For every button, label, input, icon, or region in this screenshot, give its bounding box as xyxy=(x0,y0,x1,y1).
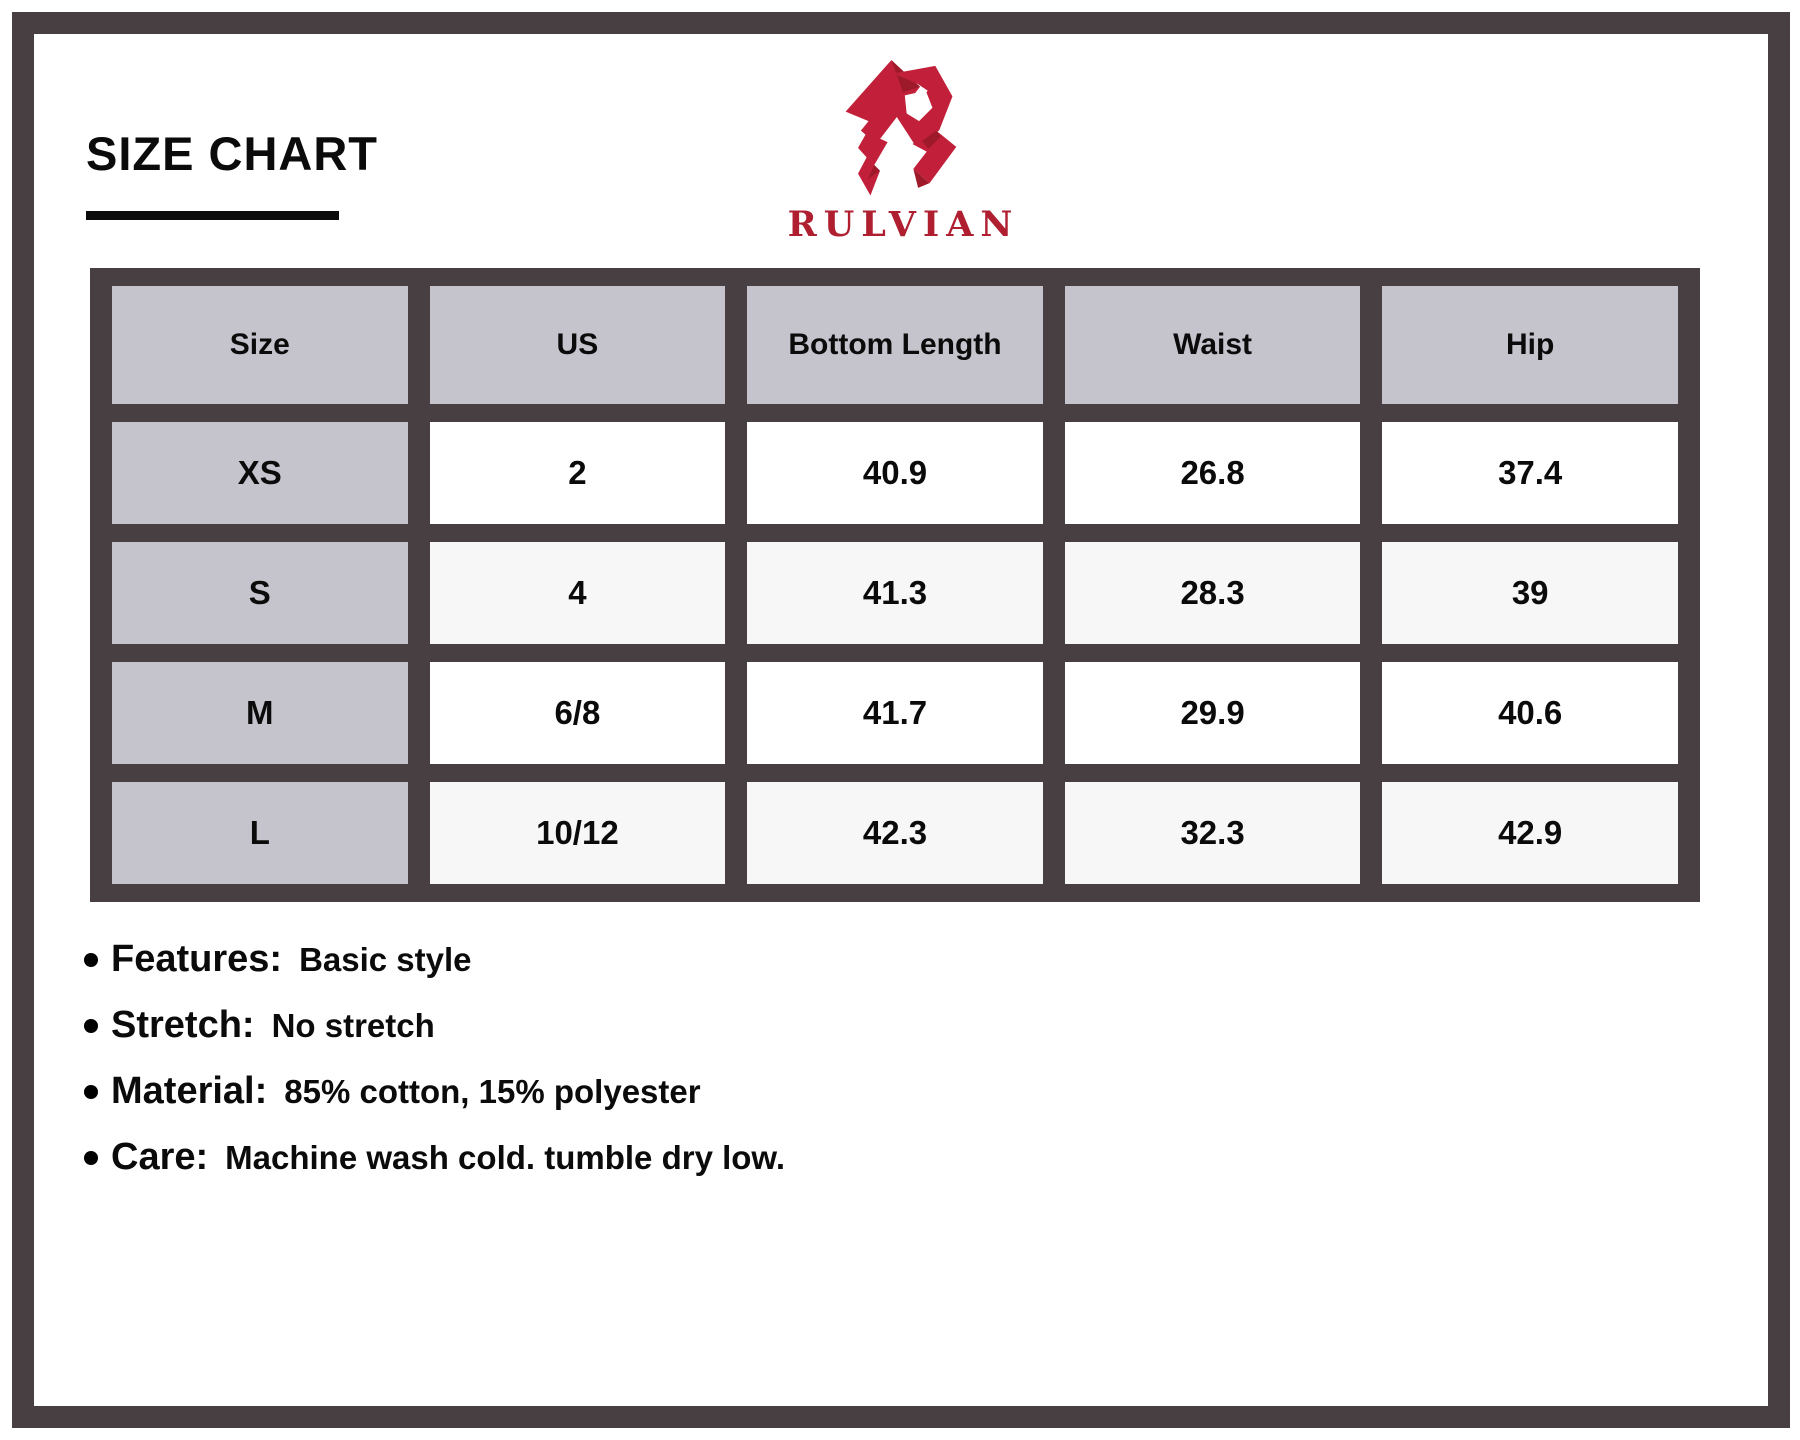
table-cell: 10/12 xyxy=(430,782,726,884)
detail-label: Material: xyxy=(111,1070,268,1112)
table-row-s xyxy=(112,542,1678,644)
detail-label: Stretch: xyxy=(111,1004,255,1046)
table-cell: 4 xyxy=(430,542,726,644)
table-cell: 29.9 xyxy=(1065,662,1361,764)
table-cell: 40.6 xyxy=(1382,662,1678,764)
table-cell: 41.7 xyxy=(747,662,1043,764)
page-title: SIZE CHART xyxy=(86,127,378,180)
detail-item-material xyxy=(84,1070,785,1113)
title-block xyxy=(86,126,378,220)
product-details-list xyxy=(84,938,785,1202)
detail-label: Features: xyxy=(111,938,283,980)
row-label-xs: XS xyxy=(112,422,408,524)
column-header-bottom-length: Bottom Length xyxy=(747,286,1043,404)
brand-monogram-icon xyxy=(838,52,962,196)
title-underline xyxy=(86,211,339,220)
table-cell: 2 xyxy=(430,422,726,524)
table-cell: 39 xyxy=(1382,542,1678,644)
detail-item-stretch xyxy=(84,1004,785,1047)
detail-label: Care: xyxy=(111,1136,209,1178)
column-header-waist: Waist xyxy=(1065,286,1361,404)
size-table xyxy=(90,268,1700,902)
row-label-m: M xyxy=(112,662,408,764)
bullet-icon xyxy=(84,1019,98,1033)
detail-value: Basic style xyxy=(299,941,472,978)
detail-value: Machine wash cold. tumble dry low. xyxy=(225,1139,786,1176)
table-cell: 42.3 xyxy=(747,782,1043,884)
bullet-icon xyxy=(84,1085,98,1099)
table-cell: 26.8 xyxy=(1065,422,1361,524)
brand-logo xyxy=(690,52,1110,245)
table-cell: 41.3 xyxy=(747,542,1043,644)
table-header-row xyxy=(112,286,1678,404)
table-row-l xyxy=(112,782,1678,884)
detail-value: 85% cotton, 15% polyester xyxy=(284,1073,701,1110)
row-label-l: L xyxy=(112,782,408,884)
table-cell: 6/8 xyxy=(430,662,726,764)
brand-wordmark: RULVIAN xyxy=(787,204,1020,245)
detail-item-features xyxy=(84,938,785,981)
row-label-s: S xyxy=(112,542,408,644)
bullet-icon xyxy=(84,953,98,967)
column-header-size: Size xyxy=(112,286,408,404)
table-row-xs xyxy=(112,422,1678,524)
table-cell: 42.9 xyxy=(1382,782,1678,884)
detail-value: No stretch xyxy=(271,1007,435,1044)
table-cell: 28.3 xyxy=(1065,542,1361,644)
detail-item-care xyxy=(84,1136,785,1179)
table-cell: 40.9 xyxy=(747,422,1043,524)
table-cell: 37.4 xyxy=(1382,422,1678,524)
column-header-hip: Hip xyxy=(1382,286,1678,404)
table-row-m xyxy=(112,662,1678,764)
table-cell: 32.3 xyxy=(1065,782,1361,884)
bullet-icon xyxy=(84,1151,98,1165)
column-header-us: US xyxy=(430,286,726,404)
